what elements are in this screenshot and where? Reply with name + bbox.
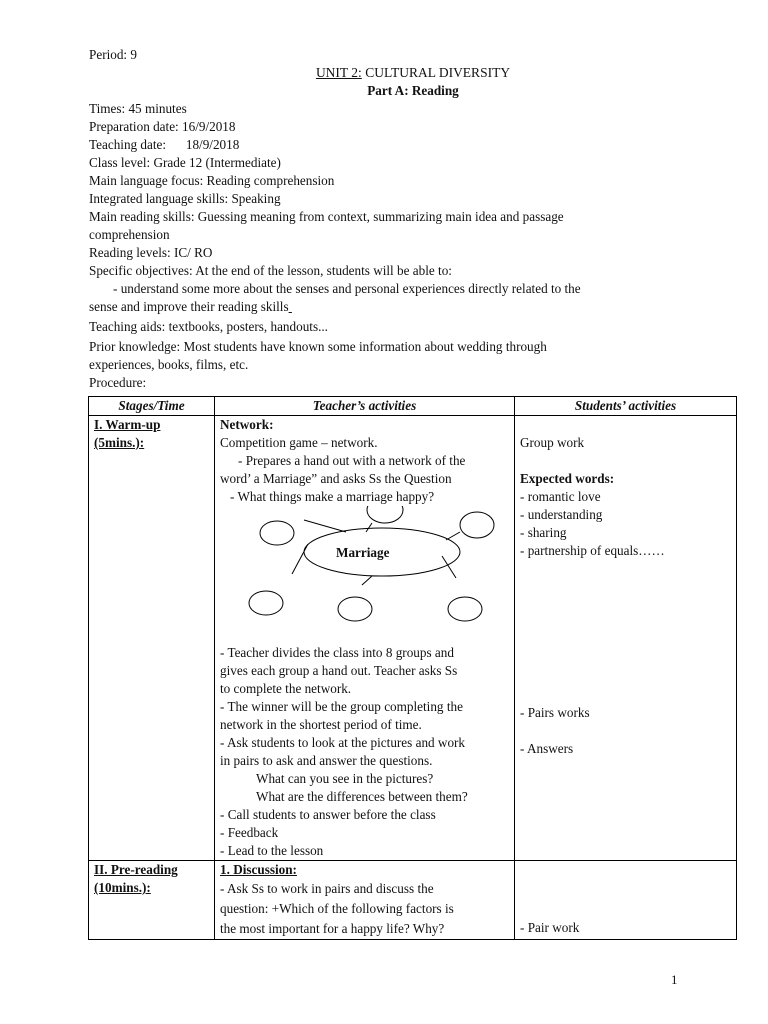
teacher-line: - Lead to the lesson [220,843,324,858]
stage-prereading-title: II. Pre-reading [94,862,178,877]
procedure-table [88,396,737,940]
unit-title [89,64,737,82]
lesson-header [89,46,737,392]
teacher-question: What can you see in the pictures? [256,771,434,786]
integrated-skills: Integrated language skills: Speaking [89,191,281,206]
expected-words-heading: Expected words: [520,471,615,486]
table-header-row [89,397,737,416]
stage-cell-warmup [89,416,215,861]
marriage-network-diagram [220,506,509,644]
objective-line1: - understand some more about the senses and personal experiences directly related to the [113,281,581,296]
teacher-line: word’ a Marriage” and asks Ss the Question [220,471,452,486]
connector-line [446,532,460,540]
objective-line2 [89,298,737,316]
unit-name: CULTURAL DIVERSITY [361,65,511,80]
times-line: Times: 45 minutes [89,101,187,116]
procedure-label: Procedure: [89,375,147,390]
table-row-prereading [89,861,737,940]
connector-line [304,520,346,532]
col-header-teacher: Teacher’s activities [215,397,515,416]
student-line: - Pair work [520,920,580,935]
stage-warmup-title: I. Warm-up [94,417,161,432]
teacher-cell-prereading [215,861,515,940]
student-line: - understanding [520,507,603,522]
reading-skills-line1: Main reading skills: Guessing meaning from context, summarizing main idea and passage [89,209,564,224]
teacher-line: the most important for a happy life? Why? [220,921,445,936]
col-header-stage: Stages/Time [89,397,215,416]
teacher-line: question: +Which of the following factors is [220,901,454,916]
student-line: - Answers [520,741,574,756]
connector-line [362,576,372,585]
node-circle-top-right [460,512,494,538]
teacher-line: in pairs to ask and answer the questions. [220,753,433,768]
unit-label: UNIT 2: [315,65,362,80]
node-circle-left [260,521,294,545]
students-cell-warmup [515,416,737,861]
page-number: 1 [671,972,678,987]
teacher-line: - Call students to answer before the class [220,807,436,822]
teacher-line: - Ask students to look at the pictures and work [220,735,466,750]
part-title: Part A: Reading [367,83,459,98]
teacher-cell-warmup [215,416,515,861]
teaching-date: Teaching date: 18/9/2018 [89,137,240,152]
teacher-line: - Prepares a hand out with a network of the [238,453,466,468]
students-cell-prereading [515,861,737,940]
objective-line2-text: sense and improve their reading skills [89,299,289,314]
network-drawing [220,506,510,644]
connector-line [366,523,372,532]
language-focus: Main language focus: Reading comprehension [89,173,335,188]
teaching-aids: Teaching aids: textbooks, posters, handouts... [89,319,328,334]
teacher-line: - What things make a marriage happy? [230,489,435,504]
student-line: - partnership of equals…… [520,543,665,558]
node-circle-bottom-right [448,597,482,621]
network-center-label: Marriage [336,545,390,560]
discussion-heading: 1. Discussion: [220,862,297,877]
teacher-line: gives each group a hand out. Teacher asks Ss [220,663,458,678]
stage-prereading-time: (10mins.): [94,880,151,895]
class-level: Class level: Grade 12 (Intermediate) [89,155,281,170]
prior-knowledge-line1: Prior knowledge: Most students have known some information about wedding through [89,339,547,354]
prior-knowledge-line2: experiences, books, films, etc. [89,357,249,372]
node-circle-bottom [338,597,372,621]
teacher-line: - The winner will be the group completing the [220,699,463,714]
node-circle-top [367,506,403,523]
stage-warmup-time: (5mins.): [94,435,145,450]
teacher-line: to complete the network. [220,681,352,696]
table-row-warmup [89,416,737,861]
network-heading: Network: [220,417,274,432]
teacher-line: - Feedback [220,825,279,840]
reading-skills-line2: comprehension [89,227,170,242]
stage-cell-prereading [89,861,215,940]
student-line: - romantic love [520,489,601,504]
teacher-line: network in the shortest period of time. [220,717,422,732]
objectives-intro: Specific objectives: At the end of the lesson, students will be able to: [89,263,452,278]
period-line: Period: 9 [89,47,137,62]
preparation-date: Preparation date: 16/9/2018 [89,119,236,134]
student-line: - sharing [520,525,567,540]
reading-levels: Reading levels: IC/ RO [89,245,213,260]
teacher-line: - Ask Ss to work in pairs and discuss the [220,881,434,896]
node-circle-bottom-left [249,591,283,615]
col-header-students: Students’ activities [515,397,737,416]
student-line: - Pairs works [520,705,590,720]
teacher-line: Competition game – network. [220,435,378,450]
connector-line [292,544,308,574]
teacher-line: - Teacher divides the class into 8 groups and [220,645,454,660]
student-line: Group work [520,435,585,450]
teacher-question: What are the differences between them? [256,789,468,804]
